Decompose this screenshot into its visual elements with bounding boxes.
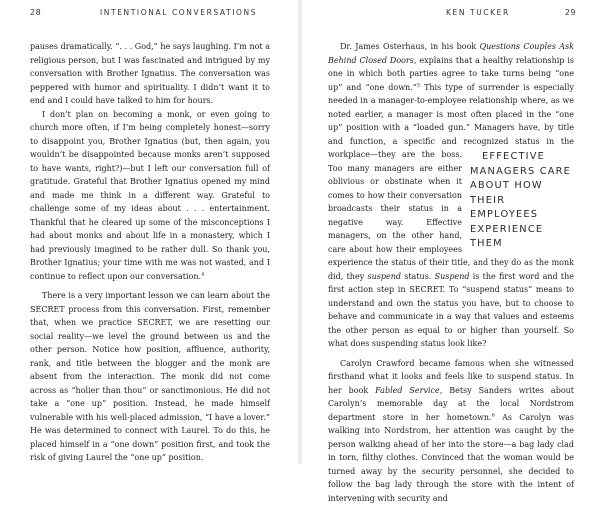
left-body-text <box>30 40 270 465</box>
text-run: the boss. Too many managers are either oblivious or obstinate when it comes to how their conversation broadcasts their status in a negative way. Effective managers, on the other hand, care about how their employees experience the status of their title, and they do as the monk did, they <box>328 150 574 281</box>
left-running-head <box>30 8 272 22</box>
text-run: , explains that a healthy relationship is one in which both parties agree to take turns being “one up” and “one down.” <box>328 56 574 92</box>
text-run: Dr. James Osterhaus, in his book <box>340 42 480 51</box>
emphasis: Suspend <box>435 272 470 281</box>
left-paragraph-text: I don’t plan on becoming a monk, or even going to church more often, if I’m being completely honest—sorry to disappoint you, Brother Ignatius (but, then again, you wouldn’t be disappointed because monks aren’t supposed to have wants, right?)—but I left our conversation full of gratitude. Grateful that Brother Ignatius opened my mind and made me think in a different way. Grateful to challenge some of my ideas about . . . entertainment. Thankful that he cleared up some of the misconceptions I had about monks and about life in a monastery, which I had previously imagined to be rather dull. So thank you, Brother Ignatius; your time with me was not wasted, and I continue to reflect upon our conversation. <box>30 110 270 281</box>
text-run: , Betsy Sanders writes about Carolyn’s memorable day at the local Nordstrom department store in her hometown. <box>328 386 574 422</box>
text-run: Carolyn Crawford became famous when she witnessed firsthand what it looks and feels like to suspend status. In her book <box>328 359 574 395</box>
pull-quote: EFFECTIVE MANAGERS CARE ABOUT HOW THEIR EMPLOYEES EXPERIENCE THEM <box>470 150 574 252</box>
footnote-mark: 5 <box>417 82 420 88</box>
text-run: is the first word and the first action step in SECRET. To “suspend status” means to understand and own the status you have, but to choose to behave and communicate in a way that values and esteems the other person as equal to or higher than yourself. So what does suspending status look like? <box>328 272 574 349</box>
right-running-title: KEN TUCKER <box>446 8 510 17</box>
right-page <box>302 0 600 464</box>
right-paragraph <box>328 40 574 351</box>
left-page <box>0 0 298 464</box>
right-running-head <box>326 8 576 22</box>
left-paragraph: pauses dramatically. “. . . God,” he says laughing. I’m not a religious person, but I was fascinated and intrigued by my conversation with Brother Ignatius. The conversation was peppered with humor and spirituality. I didn’t want it to end and I could have talked to him for hours. <box>30 40 270 108</box>
text-run: This type of surrender is especially needed in a manager-to-employee relationship where, as we noted earlier, a manager is most often placed in the “one up” position with a “loaded gun.” Managers have, by title and function, a specific and recognized status in the workplace—they are <box>328 83 574 160</box>
right-body-text <box>328 40 574 505</box>
left-running-title: INTENTIONAL CONVERSATIONS <box>100 8 257 17</box>
emphasis: suspend <box>367 272 401 281</box>
text-run: As Carolyn was walking into Nordstrom, her attention was caught by the person walking ahead of her into the store—a bag lady clad in torn, filthy clothes. Convinced that the woman would be turned away by the security personnel, she decided to follow the bag lady through the store with the intent of intervening with security and <box>328 413 574 503</box>
left-paragraph <box>30 108 270 284</box>
right-page-number: 29 <box>565 8 576 17</box>
right-paragraph <box>328 357 574 505</box>
left-paragraph: There is a very important lesson we can learn about the SECRET process from this conversation. First, remember that, when we practice SECRET, we are resetting our social reality—we level the ground between us and the other person. Notice how position, affluence, authority, rank, and title between the blogger and the monk are absent from the interaction. The monk did not come across as “holier than thou” or sanctimonious. He did not take a “one up” position. Instead, he made himself vulnerable with his well-placed admission, “I have a lover.” He was determined to connect with Laurel. To do this, he placed himself in a “one down” position first, and took the risk of giving Laurel the “one up” position. <box>30 289 270 465</box>
book-title: Questions Couples Ask Behind Closed Doors <box>328 42 574 65</box>
book-title: Fabled Service <box>375 386 440 395</box>
footnote-mark: 6 <box>492 412 495 418</box>
text-run: status. <box>401 272 435 281</box>
left-page-number: 28 <box>30 8 41 17</box>
footnote-mark: 4 <box>201 271 204 277</box>
